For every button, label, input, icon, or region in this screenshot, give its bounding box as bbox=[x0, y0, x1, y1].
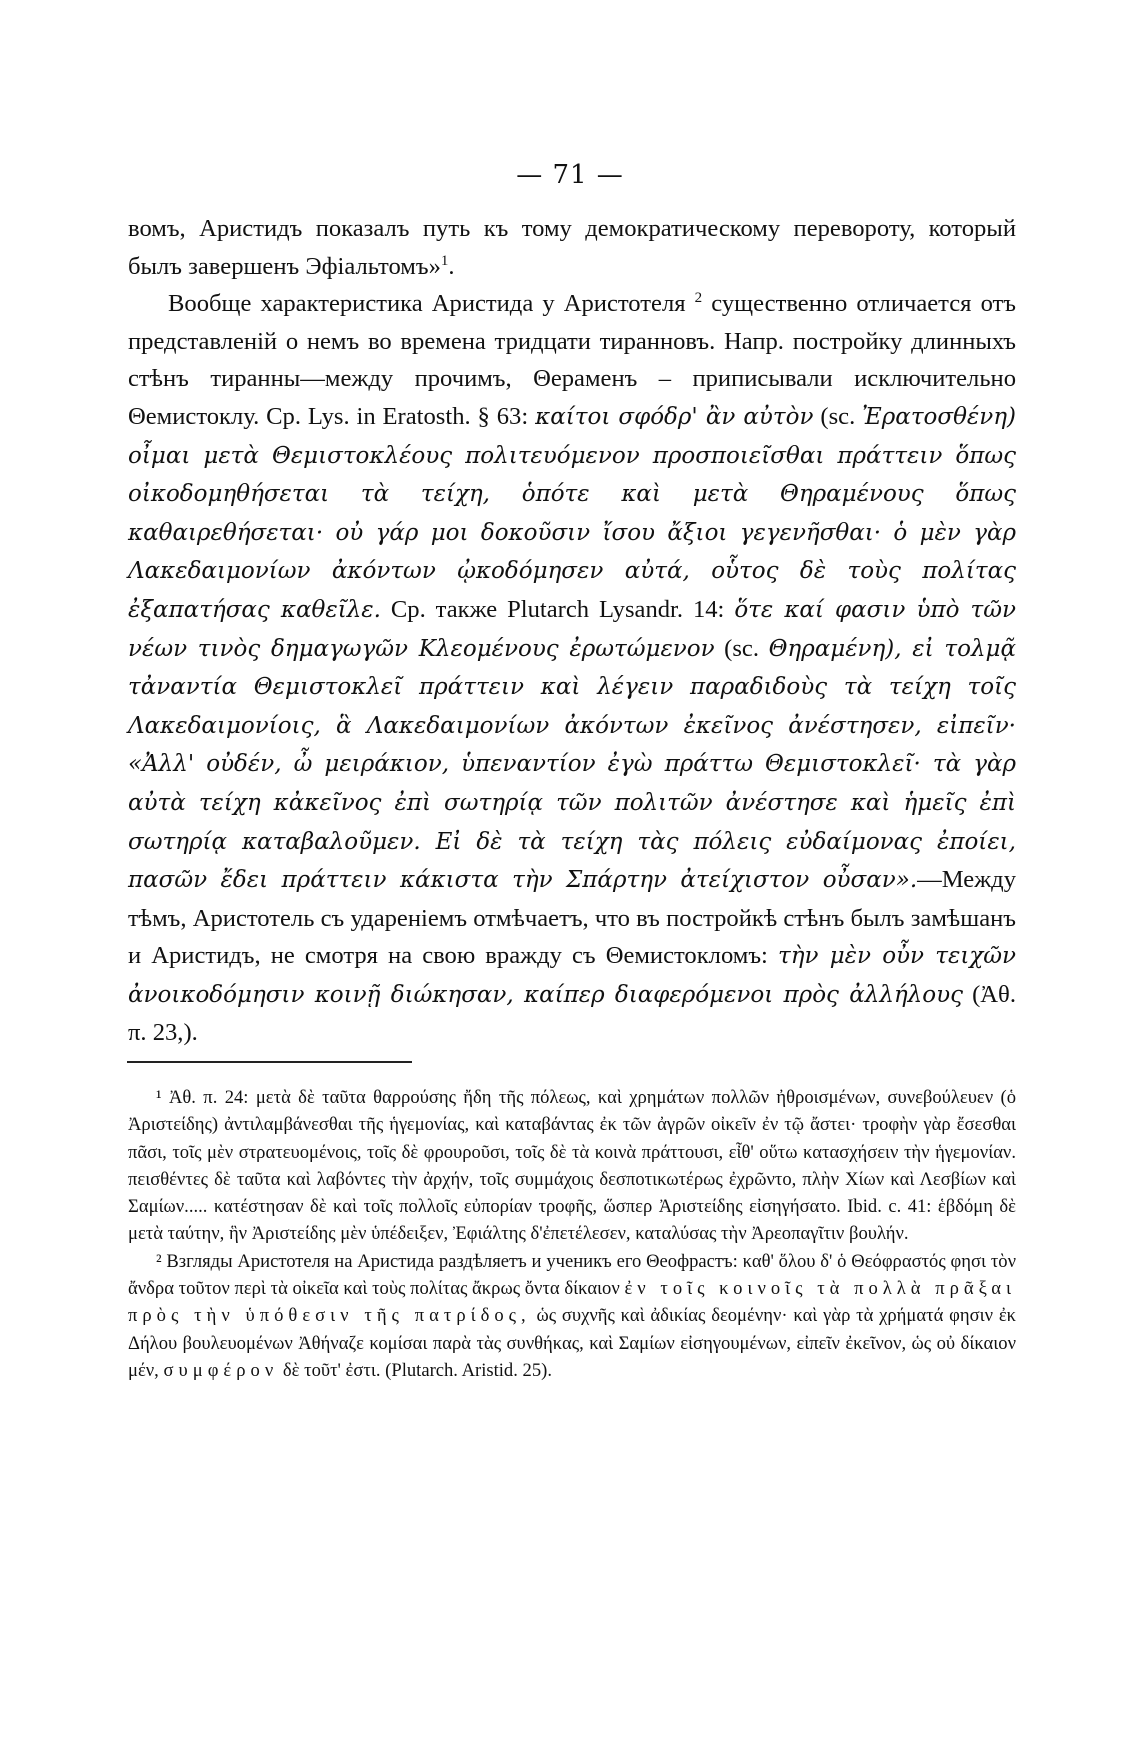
text-segment: (sc. bbox=[820, 402, 856, 430]
footnote-1-text: Ἀθ. π. 24: μετὰ δὲ ταῦτα θαρρούσης ἤδη τῆς πόλεως, καὶ χρημάτων πολλῶν ἠθροισμένων, συνεβούλευεν (ὁ Ἀριστείδης) ἀντιλαμβάνεσθαι τῆς ἡγεμονίας, καὶ καταβάντας ἐκ τῶν ἀγρῶν οἰκεῖν ἐν τῷ ἄστει· τροφὴν γὰρ ἔσεσθαι πᾶσι, τοῖς μὲν στρατευομένοις, τοῖς δὲ φρουροῦσι, τοῖς δὲ τὰ κοινὰ πράττουσι, εἶθ' οὕτω κατασχήσειν τὴν ἡγεμονίαν. πεισθέντες δὲ ταῦτα καὶ λαβόντες τὴν ἀρχήν, τοῖς συμμάχοις δεσποτικωτέρως ἐχρῶντο, πλὴν Χίων καὶ Λεσβίων καὶ Σαμίων..... κατέστησαν δὲ καὶ τοῖς πολλοῖς εὐπορίαν τροφῆς, ὥσπερ Ἀριστείδης εἰσηγήσατο. Ibid. c. 41: ἑβδόμη δὲ μετὰ ταύτην, ἣν Ἀριστείδης μὲν ὑπέδειξεν, Ἐφιάλτης δ'ἐπετέλεσεν, καταλύσας τὴν Ἀρεοπαγῖτιν βουλήν. bbox=[128, 1087, 1016, 1245]
text-segment: существенно отличается отъ представленій о немъ во времена тридцати тиранновъ. Напр. постройку длинныхъ стѣнъ тиранны—между прочимъ, Θераменъ – приписывали исключительно Θемистоклу. Ср. Lys. in Eratosth. § 63: bbox=[128, 290, 1017, 430]
footnote-2-spaced-text: ἐν τοῖς κοινοῖς τὰ πολλὰ πρᾶξαι πρὸς τὴν ὑπόθεσιν τῆς πατρίδος, bbox=[128, 1278, 1016, 1327]
text-segment: (sc. bbox=[724, 634, 759, 662]
greek-quote: ὅτε καί φασιν ὑπὸ τῶν νέων τινὸς δημαγωγῶν Κλεομένους ἐρωτώμενον bbox=[128, 596, 1016, 662]
text-segment: Вообще характеристика Аристида у Аристотеля bbox=[168, 290, 686, 318]
footnote-2-text: δὲ τοῦτ' ἐστι. (Plutarch. Aristid. 25). bbox=[282, 1359, 552, 1381]
text-segment: Ср. также Plutarch Lysandr. 14: bbox=[390, 595, 725, 623]
greek-quote: Θηραμένη), εἰ τολμᾷ τἀναντία Θεμιστοκλεῖ πράττειν καὶ λέγειν παραδιδοὺς τὰ τείχη τοῖς Λακεδαιμονίοις, ἃ Λακεδαιμονίων ἀκόντων ἐκεῖνος ἀνέστησεν, εἰπεῖν· «Ἀλλ' οὐδέν, ὦ μειράκιον, ὑπεναντίον ἐγὼ πράττω Θεμιστοκλεῖ· τὰ γὰρ αὐτὰ τείχη κἀκεῖνος ἐπὶ σωτηρίᾳ τῶν πολιτῶν ἀνέστησε καὶ ἡμεῖς ἐπὶ σωτηρίᾳ καταβαλοῦμεν. Εἰ δὲ τὰ τείχη τὰς πόλεις εὐδαίμονας ἐποίει, πασῶν ἔδει πράττειν κάκιστα τὴν Σπάρτην ἀτείχιστον οὖσαν». bbox=[128, 635, 1017, 894]
main-text bbox=[128, 210, 1016, 1052]
paragraph-aristides-characteristic bbox=[128, 285, 1016, 1052]
footnotes bbox=[128, 1084, 1016, 1384]
footnote-2-text: ὡς συχνῆς καὶ ἀδικίας δεομένην· καὶ γὰρ τὰ χρήματά φησιν ἐκ Δήλου βουλευομένων Ἀθήναζε κομίσαι παρὰ τὰς συνθήκας, καὶ Σαμίων εἰσηγουμένων, εἰπεῖν ἐκεῖνον, ὡς οὐ δίκαιον μέν, bbox=[128, 1305, 1016, 1381]
footnote-1 bbox=[128, 1084, 1016, 1248]
footnote-1-mark: ¹ bbox=[156, 1087, 162, 1108]
paragraph-1-end: . bbox=[448, 252, 455, 280]
footnote-separator bbox=[127, 1061, 412, 1063]
paragraph-1-text: вомъ, Аристидъ показалъ путь къ тому демократическому перевороту, который былъ завершенъ Эфіальтомъ» bbox=[128, 215, 1016, 280]
footnote-ref-1[interactable]: 1 bbox=[440, 252, 449, 269]
page-number: — 71 — bbox=[516, 160, 624, 190]
footnote-2-text: Взгляды Аристотеля на Аристида раздѣляетъ и ученикъ его Θеофрастъ: καθ' ὅλου δ' ὁ Θεόφραστός φησι τὸν ἄνδρα τοῦτον περὶ τὰ οἰκεῖα καὶ τοὺς πολίτας ἄκρως ὄντα δίκαιον bbox=[128, 1250, 1016, 1300]
footnote-2-mark: ² bbox=[156, 1250, 162, 1272]
greek-quote: τὴν μὲν οὖν τειχῶν ἀνοικοδόμησιν κοινῇ διώκησαν, καίπερ διαφερόμενοι πρὸς ἀλλήλους bbox=[128, 943, 1017, 1008]
footnote-2-spaced-word: συμφέρον bbox=[163, 1359, 279, 1381]
greek-quote: καίτοι σφόδρ' ἂν αὐτὸν bbox=[535, 403, 814, 430]
text-segment: (Ἀθ. π. 23,). bbox=[128, 980, 1016, 1047]
text-segment: —Между тѣмъ, Аристотель съ удареніемъ отмѣчаетъ, что въ постройкѣ стѣнъ былъ замѣшанъ и Аристидъ, не смотря на свою вражду съ Θемистокломъ: bbox=[128, 866, 1016, 970]
footnote-ref-2[interactable]: 2 bbox=[694, 290, 703, 306]
paragraph-continuation bbox=[128, 210, 1016, 285]
footnote-2 bbox=[128, 1248, 1016, 1384]
greek-quote: Ἐρατοσθένη) οἶμαι μετὰ Θεμιστοκλέους πολιτευόμενον προσποιεῖσθαι πράττειν ὅπως οἰκοδομηθήσεται τὰ τείχη, ὁπότε καὶ μετὰ Θηραμένους ὅπως καθαιρεθήσεται· οὐ γάρ μοι δοκοῦσιν ἴσου ἄξιοι γεγενῆσθαι· ὁ μὲν γὰρ Λακεδαιμονίων ἀκόντων ᾠκοδόμησεν αὐτά, οὗτος δὲ τοὺς πολίτας ἐξαπατήσας καθεῖλε. bbox=[128, 403, 1017, 623]
